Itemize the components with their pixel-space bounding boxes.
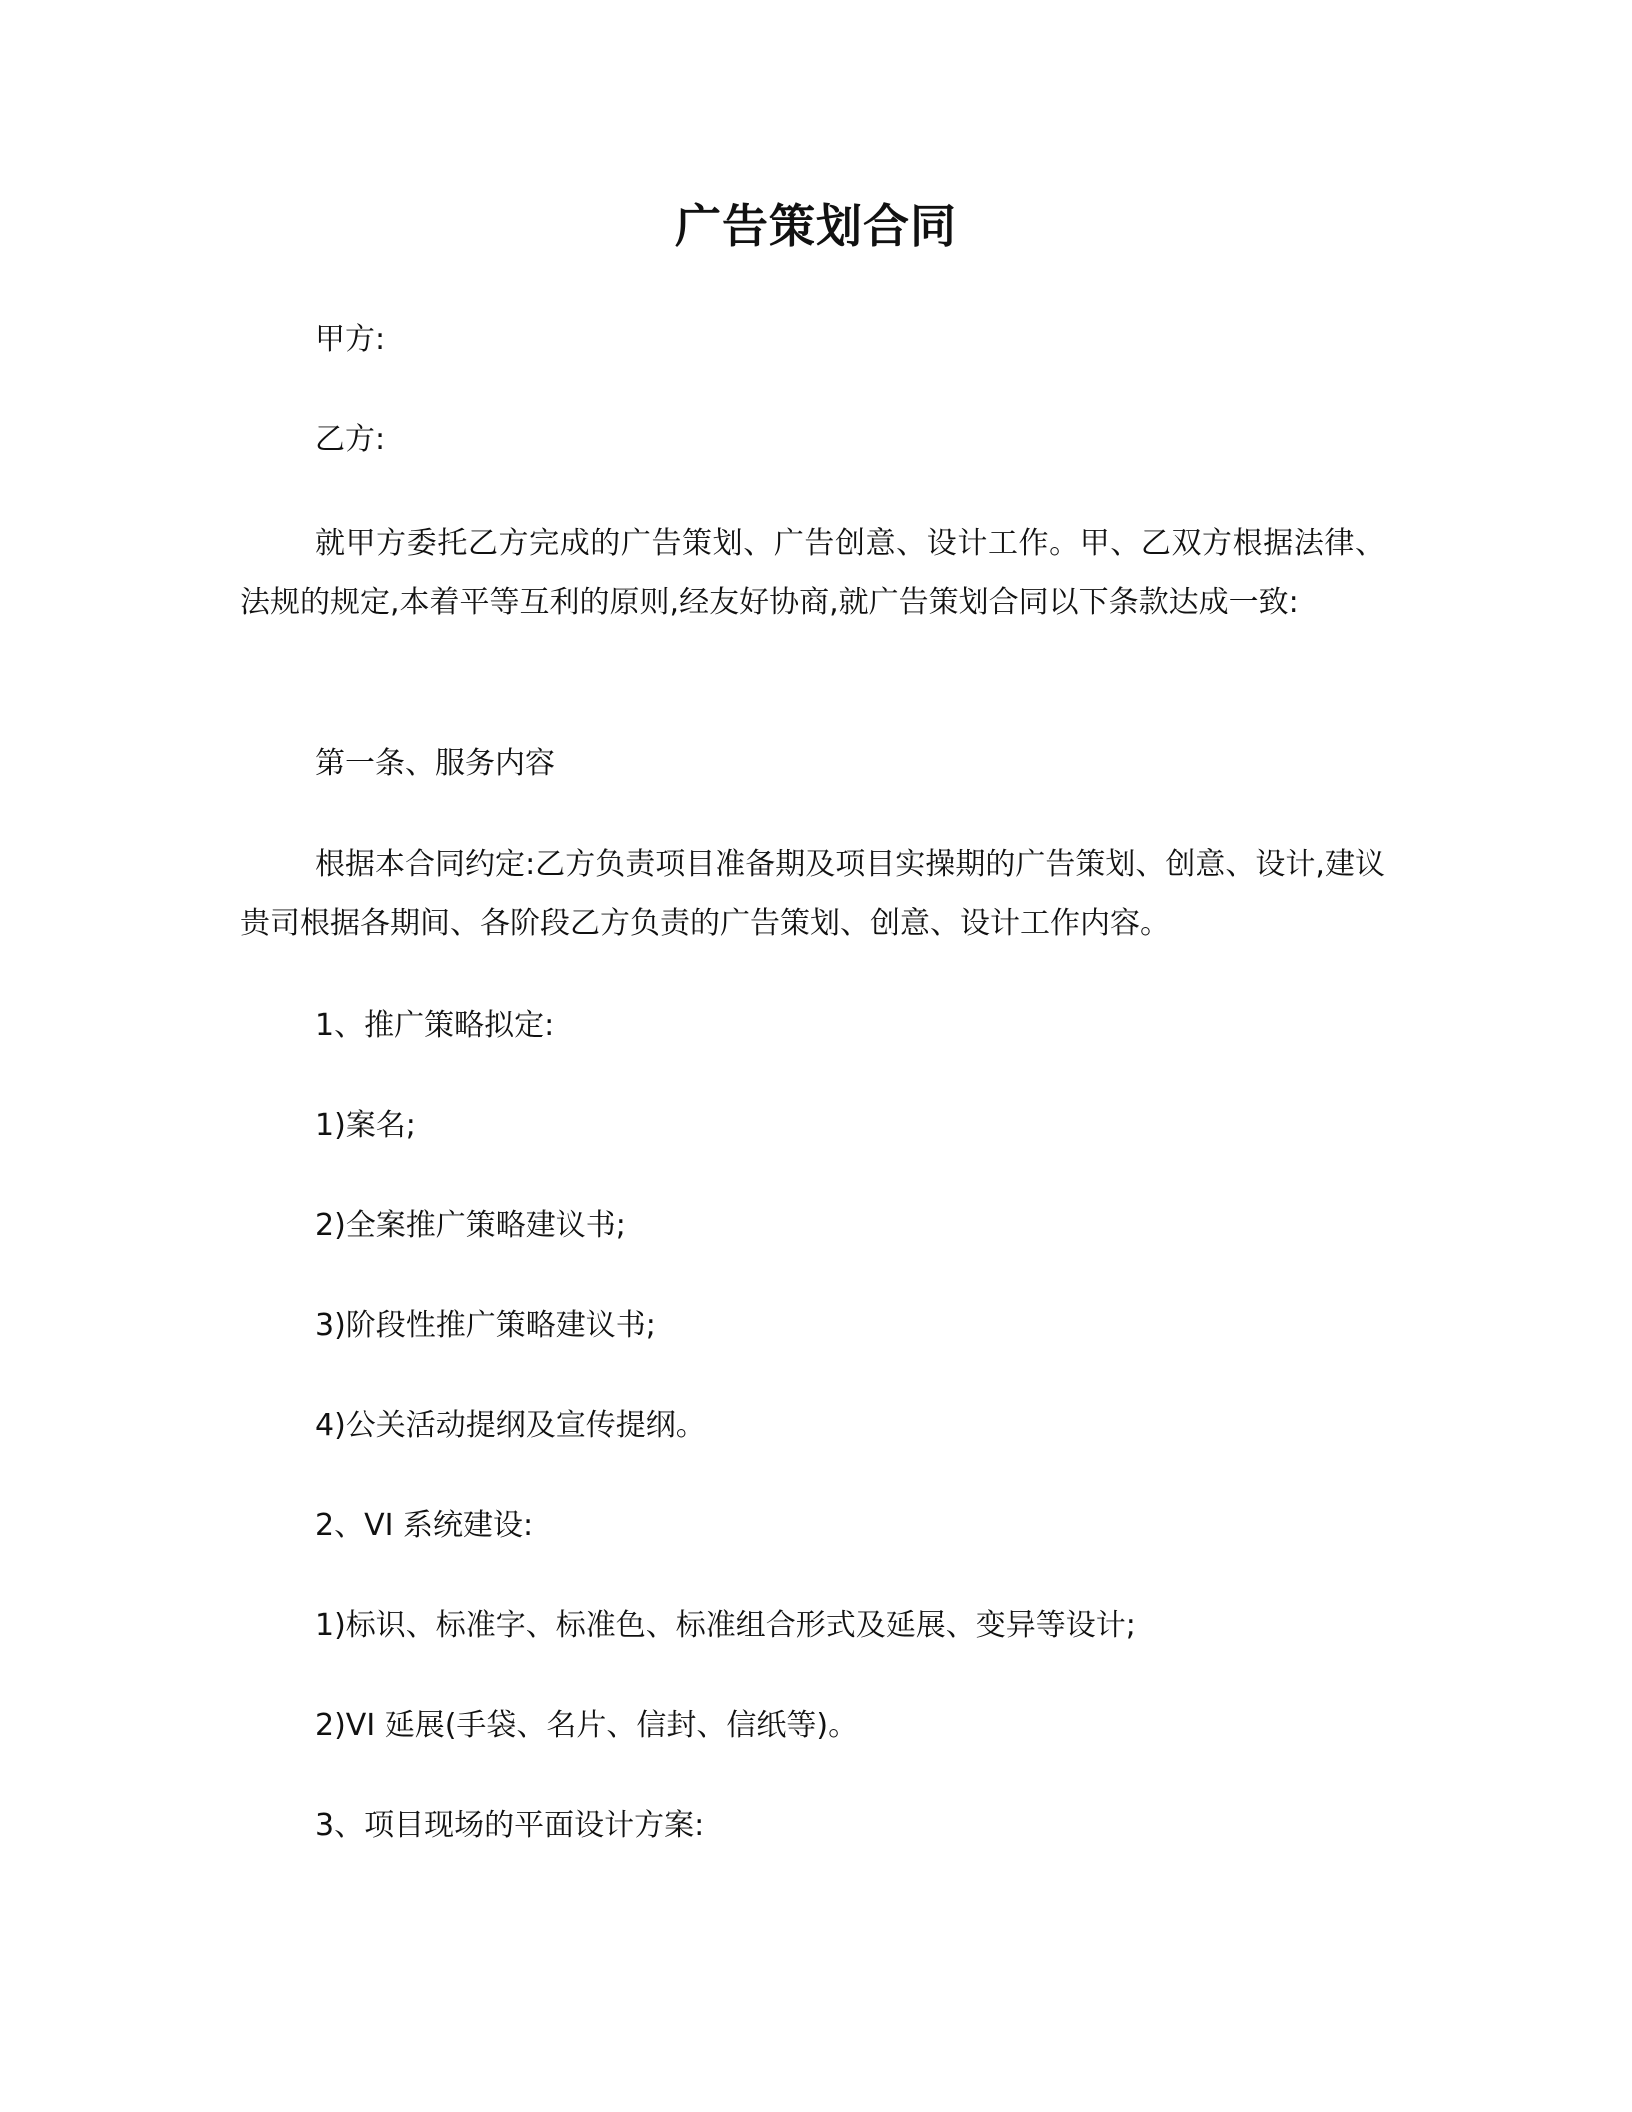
item-1-heading: 1、推广策略拟定: bbox=[315, 1008, 555, 1043]
party-a-label: 甲方: bbox=[315, 322, 386, 357]
item-2-heading: 2、VI 系统建设: bbox=[315, 1508, 534, 1543]
article-1-heading: 第一条、服务内容 bbox=[315, 746, 555, 781]
item-1-sub-2: 2)全案推广策略建议书; bbox=[315, 1208, 626, 1243]
party-b-label: 乙方: bbox=[315, 422, 386, 457]
article-1-body: 根据本合同约定:乙方负责项目准备期及项目实操期的广告策划、创意、设计,建议贵司根据各期间、各阶段乙方负责的广告策划、创意、设计工作内容。 bbox=[240, 847, 1385, 941]
item-3-heading: 3、项目现场的平面设计方案: bbox=[315, 1808, 705, 1843]
document-title: 广告策划合同 bbox=[675, 199, 957, 253]
item-2-sub-1: 1)标识、标准字、标准色、标准组合形式及延展、变异等设计; bbox=[315, 1608, 1136, 1643]
item-1-sub-1: 1)案名; bbox=[315, 1108, 416, 1143]
item-1-sub-3: 3)阶段性推广策略建议书; bbox=[315, 1308, 656, 1343]
item-2-sub-2: 2)VI 延展(手袋、名片、信封、信纸等)。 bbox=[315, 1708, 859, 1743]
intro-paragraph: 就甲方委托乙方完成的广告策划、广告创意、设计工作。甲、乙双方根据法律、法规的规定,本着平等互利的原则,经友好协商,就广告策划合同以下条款达成一致: bbox=[240, 526, 1385, 620]
item-1-sub-4: 4)公关活动提纲及宣传提纲。 bbox=[315, 1408, 706, 1443]
